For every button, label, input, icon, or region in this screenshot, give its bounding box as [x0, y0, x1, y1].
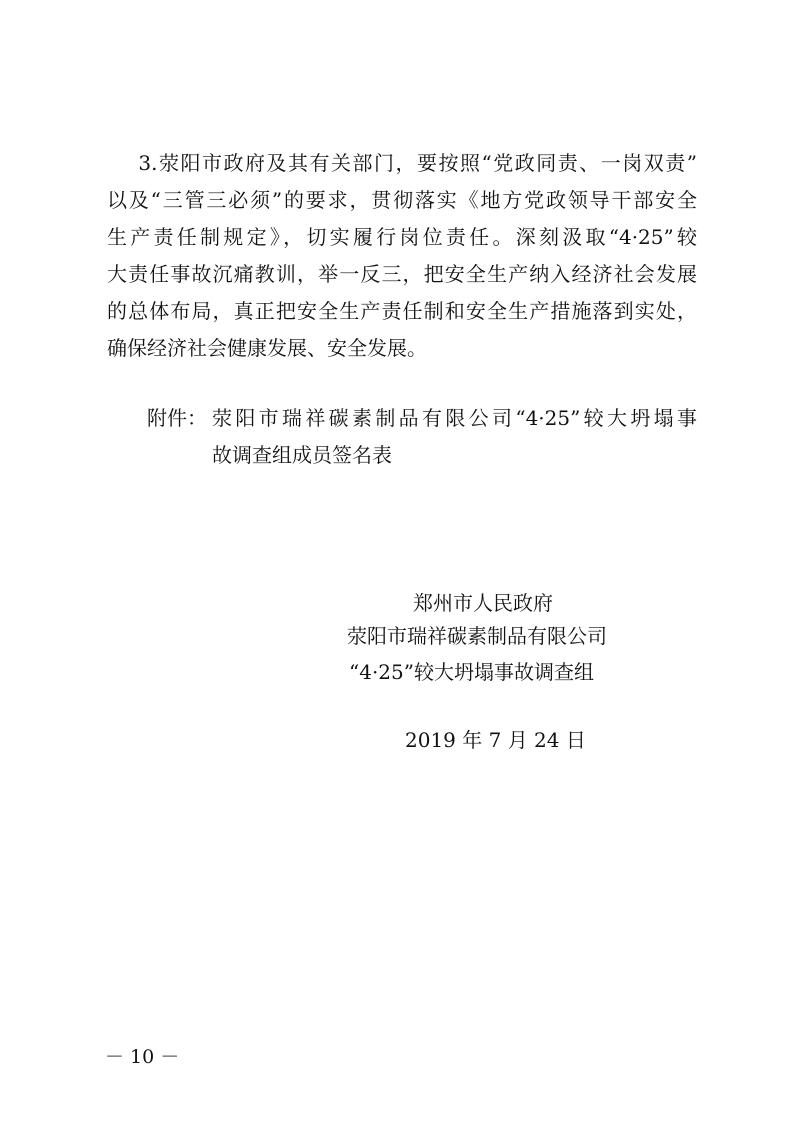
paragraph-line: 确保经济社会健康发展、安全发展。: [107, 336, 427, 360]
paragraph-line: 生产责任制规定》，切实履行岗位责任。深刻汲取“4·25”较: [107, 225, 697, 249]
signature-line: “4·25”较大坍塌事故调查组: [349, 660, 594, 684]
page-number: － 10 －: [105, 1046, 180, 1068]
paragraph-line: 的总体布局，真正把安全生产责任制和安全生产措施落到实处，: [107, 299, 697, 323]
paragraph-line: 以及“三管三必须”的要求，贯彻落实《地方党政领导干部安全: [107, 188, 697, 212]
signature-date: 2019 年 7 月 24 日: [405, 728, 586, 752]
paragraph-line: 大责任事故沉痛教训，举一反三，把安全生产纳入经济社会发展: [107, 262, 697, 286]
paragraph-line: 3.荥阳市政府及其有关部门，要按照“党政同责、一岗双责”: [107, 151, 697, 175]
signature-line: 郑州市人民政府: [413, 591, 553, 615]
attachment-label: 附件：: [147, 406, 207, 430]
attachment-line: 故调查组成员签名表: [212, 443, 392, 467]
signature-line: 荥阳市瑞祥碳素制品有限公司: [347, 624, 607, 648]
attachment-line: 荥阳市瑞祥碳素制品有限公司“4·25”较大坍塌事: [212, 406, 697, 430]
